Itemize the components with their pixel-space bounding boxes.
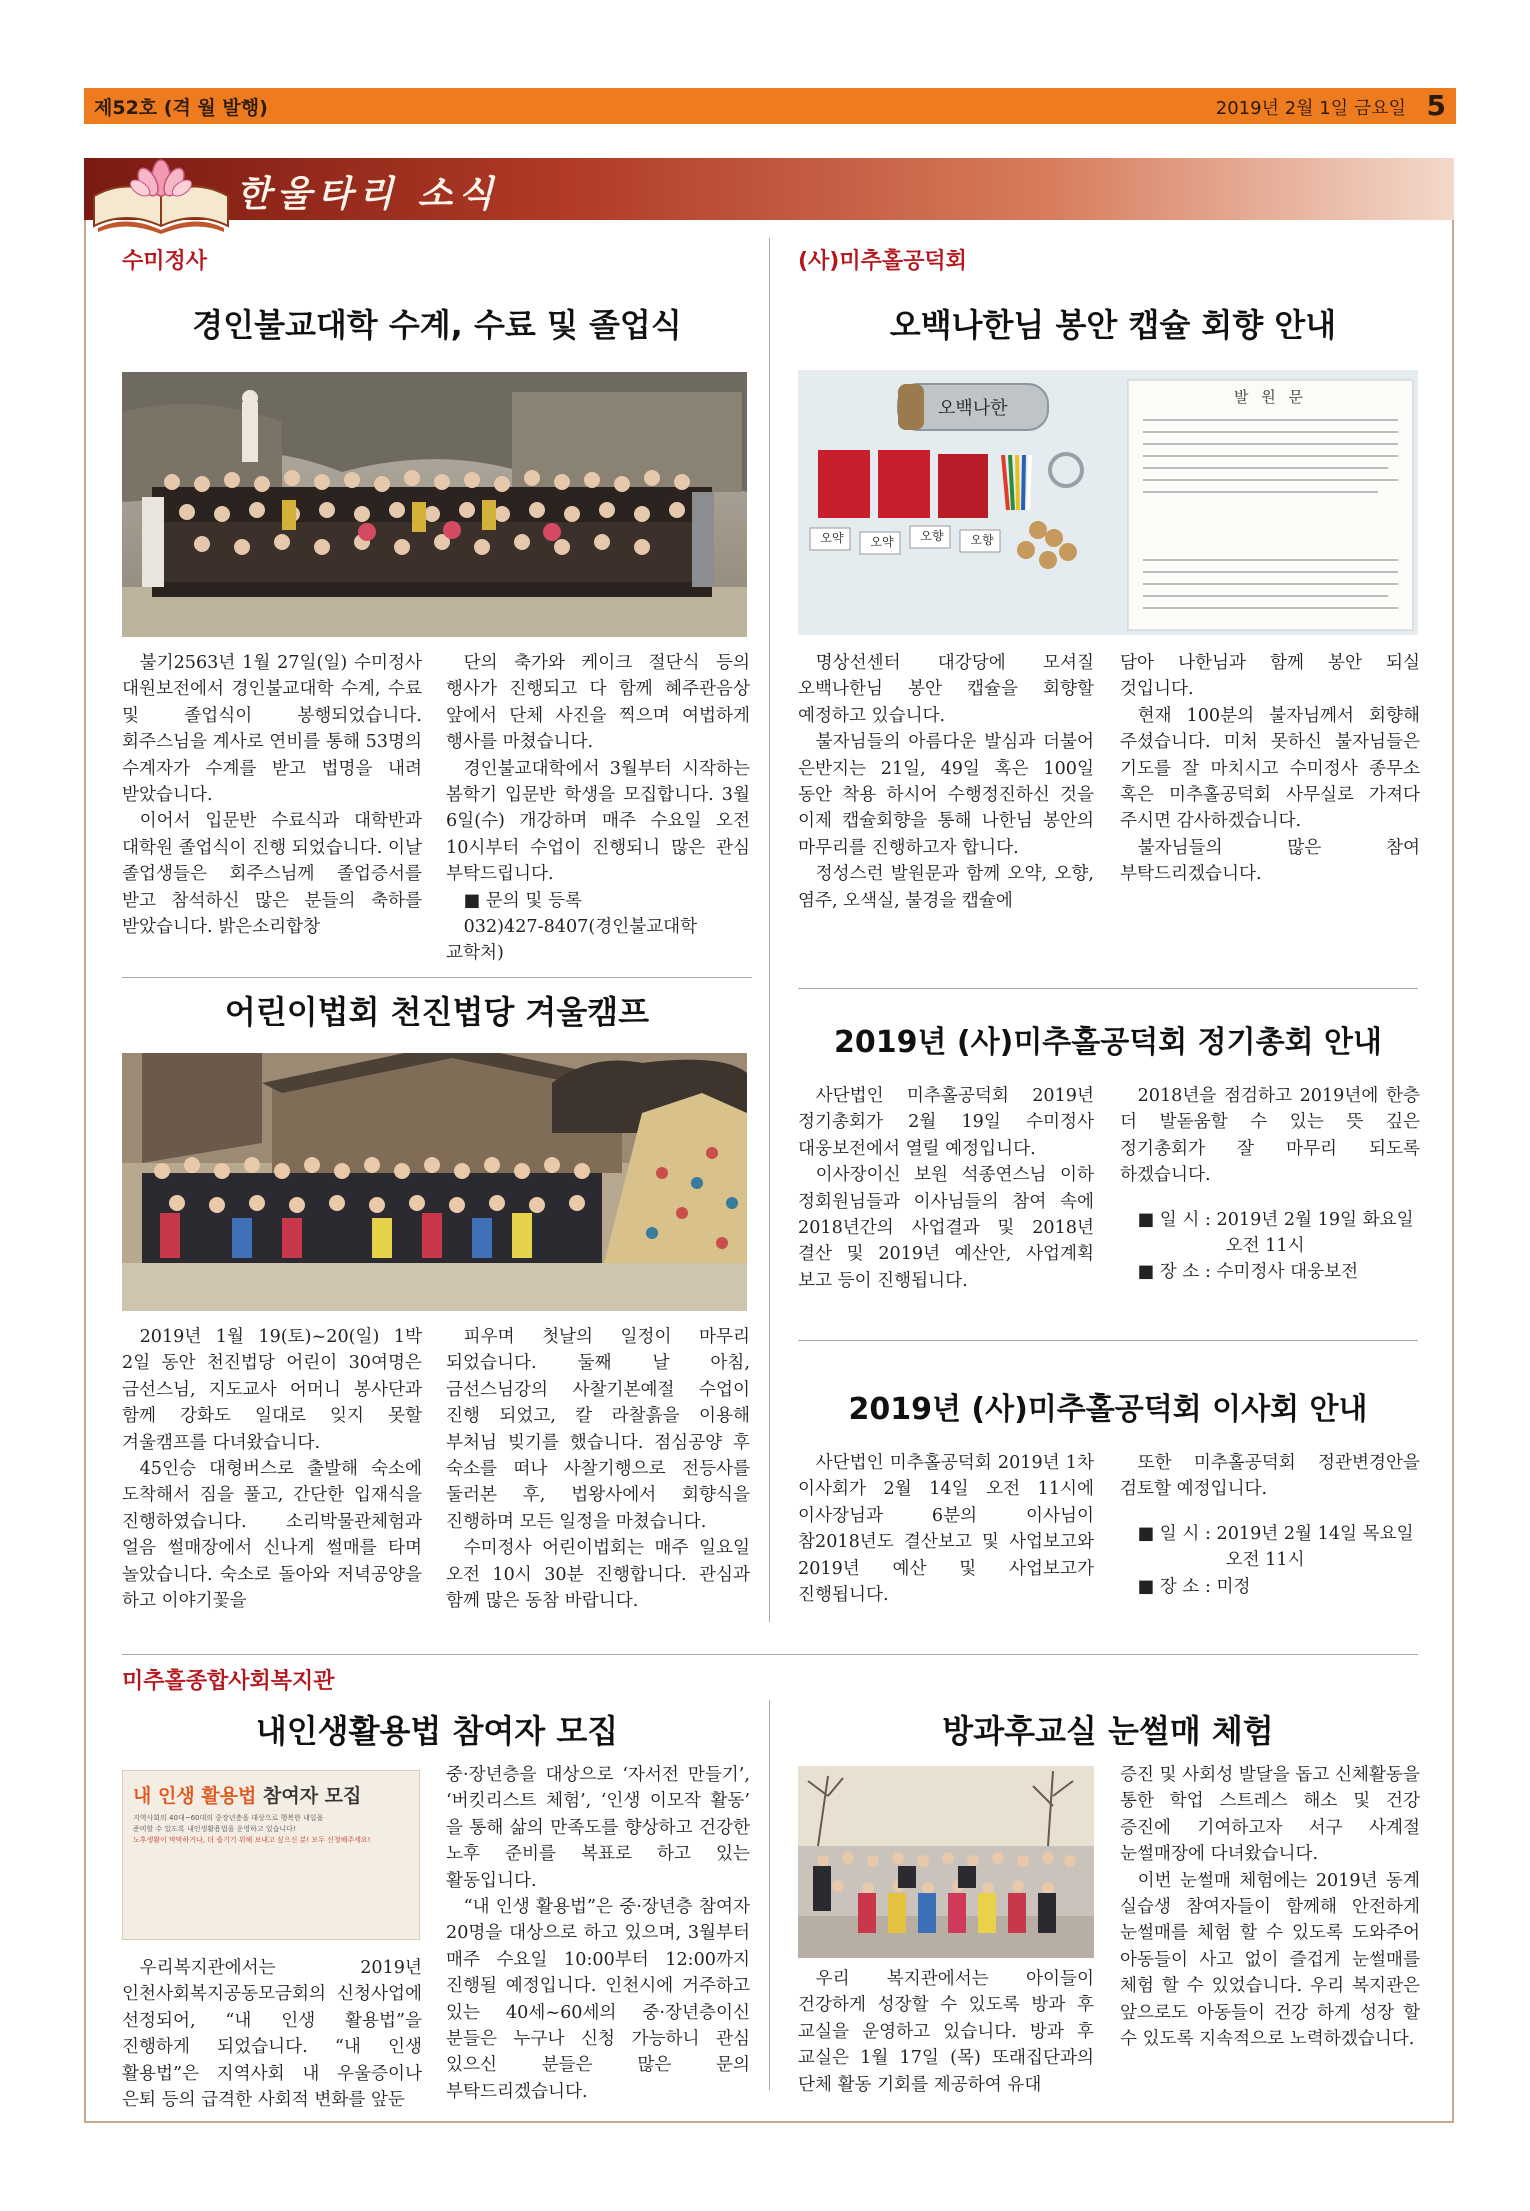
paragraph: 2019년 1월 19(토)~20(일) 1박 2일 동안 천진법당 어린이 30여명은 금선스님, 지도교사 어머니 봉사단과 함께 강화도 일대로 잊지 못할 겨울캠프를 다녀왔습니다. <box>122 1327 422 1453</box>
paragraph: 우리복지관에서는 2019년 인천사회복지공동모금회의 신청사업에 선정되어, “내 인생 활용법”을 진행하게 되었습니다. “내 인생 활용법”은 지역사회 내 우울증이나 은퇴 등의 급격한 사회적 변화를 앞둔 <box>122 1958 422 2111</box>
paragraph: 2018년을 점검하고 2019년에 한층 더 발돋움할 수 있는 뜻 깊은 정기총회가 잘 마무리 되도록 하겠습니다. <box>1120 1086 1420 1186</box>
life-program-col-1 <box>122 1955 422 2113</box>
paragraph: 명상선센터 대강당에 모셔질 오백나한님 봉안 캡슐을 회향할 예정하고 있습니다. <box>798 653 1094 726</box>
meeting-time: 오전 11시 <box>1225 1550 1305 1571</box>
sled-col-1 <box>798 1966 1094 2098</box>
board-meeting-col-1 <box>798 1450 1094 1608</box>
divider <box>122 977 752 978</box>
divider <box>798 1340 1418 1341</box>
right-kicker: (사)미추홀공덕회 <box>798 249 967 274</box>
paragraph: 현재 100분의 불자님께서 회향해 주셨습니다. 미처 못하신 불자님들은 기도를 잘 마치시고 수미정사 종무소 혹은 미추홀공덕회 사무실로 가져다 주시면 감사하겠습니다. <box>1120 705 1420 832</box>
packet-label: 오향 <box>970 533 994 547</box>
column-divider <box>769 238 770 1622</box>
book-lotus-icon <box>86 148 236 234</box>
paragraph: 사단법인 미추홀공덕회 2019년 1차 이사회가 2월 14일 오전 11시에 이사장님과 6분의 이사님이 참2018년도 결산보고 및 사업보고와 2019년 예산 및 사업보고가 진행됩니다. <box>798 1453 1094 1606</box>
packet-label: 오약 <box>870 535 894 549</box>
sled-group-photo <box>798 1766 1094 1958</box>
paragraph: 수미정사 어린이법회는 매주 일요일 오전 10시 30분 진행합니다. 관심과 함께 많은 동참 바랍니다. <box>446 1538 750 1612</box>
graduation-col-1 <box>122 650 422 940</box>
meeting-place: ■ 장 소 : 미정 <box>1137 1576 1251 1597</box>
publish-date: 2019년 2월 1일 금요일 <box>1215 98 1406 119</box>
paragraph: 경인불교대학에서 3월부터 시작하는 봄학기 입문반 학생을 모집합니다. 3월 6일(수) 개강하며 매주 수요일 오전 10시부터 수업이 진행되니 많은 관심 부탁드립니다. <box>446 758 750 885</box>
issue-number: 제52호 (격 월 발행) <box>94 97 268 119</box>
column-divider <box>769 1700 770 2090</box>
paragraph: 불자님들의 아름다운 발심과 더불어 은반지는 21일, 49일 혹은 100일 동안 착용 하시어 수행정진하신 것을 이제 캡슐회향을 통해 나한님 봉안의 마무리를 진행하고자 합니다. <box>798 732 1094 858</box>
capsule-label: 오백나한 <box>938 398 1008 419</box>
paragraph: 우리 복지관에서는 아이들이 건강하게 성장할 수 있도록 방과 후 교실을 운영하고 있습니다. 방과 후 교실은 1월 17일 (목) 또래집단과의 단체 활동 기회를 제공하여 유대 <box>798 1969 1094 2095</box>
meeting-date: ■ 일 시 : 2019년 2월 14일 목요일 <box>1137 1523 1414 1544</box>
general-meeting-col-1 <box>798 1083 1094 1294</box>
board-meeting-col-2 <box>1120 1450 1420 1600</box>
paragraph: 45인승 대형버스로 출발해 숙소에 도착해서 짐을 풀고, 간단한 입재식을 진행하였습니다. 소리박물관체험과 얼음 썰매장에서 신나게 썰매를 타며 놀았습니다. 숙소로 돌아와 저녁공양을 하고 이야기꽃을 <box>122 1459 422 1612</box>
winter-camp-col-2 <box>446 1324 750 1614</box>
general-meeting-col-2 <box>1120 1083 1420 1286</box>
paragraph: “내 인생 활용법”은 중·장년층 참여자 20명을 대상으로 하고 있으며, 3월부터 매주 수요일 10:00부터 12:00까지 진행될 예정입니다. 인천시에 거주하고 있는 40세~60세의 중·장년층이신 분들은 누구나 신청 가능하니 관심 있으신 분들은 많은 문의 부탁드리겠습니다. <box>446 1897 750 2102</box>
headline-capsule: 오백나한님 봉안 캡슐 회향 안내 <box>889 306 1337 344</box>
capsule-col-1 <box>798 650 1094 914</box>
paragraph: 사단법인 미추홀공덕회 2019년 정기총회가 2월 19일 수미정사 대웅보전에서 열릴 예정입니다. <box>798 1086 1094 1159</box>
paragraph: 이번 눈썰매 체험에는 2019년 동계 실습생 참여자들이 함께해 안전하게 눈썰매를 체험 할 수 있도록 도와주어 아동들이 사고 없이 즐겁게 눈썰매를 체험 할 수 있었습니다. 우리 복지관은 앞으로도 아동들이 건강 하게 성장 할 수 있도록 지속적으로 노력하겠습니다. <box>1120 1870 1420 2050</box>
document-title: 발 원 문 <box>1233 388 1307 406</box>
paragraph: 불자님들의 많은 참여 부탁드리겠습니다. <box>1120 837 1420 885</box>
headline-board-meeting: 2019년 (사)미추홀공덕회 이사회 안내 <box>848 1392 1368 1427</box>
divider <box>798 988 1418 989</box>
winter-camp-photo <box>122 1053 747 1311</box>
winter-camp-col-1 <box>122 1324 422 1614</box>
graduation-col-2 <box>446 650 750 967</box>
poster-line: 지역사회의 40대~60대의 중장년층을 대상으로 행복한 내일을 <box>133 1814 324 1822</box>
headline-sled-experience: 방과후교실 눈썰매 체험 <box>942 1712 1274 1750</box>
paragraph: 단의 축가와 케이크 절단식 등의 행사가 진행되고 다 함께 혜주관음상 앞에서 단체 사진을 찍으며 여법하게 행사를 마쳤습니다. <box>446 653 750 753</box>
life-program-poster <box>122 1770 420 1940</box>
paragraph: 중·장년층을 대상으로 ‘자서전 만들기’, ‘버킷리스트 체험’, ‘인생 이모작 활동’ 을 통해 삶의 만족도를 향상하고 건강한 노후 준비를 복표로 하고 있는 활동입니다. <box>446 1765 750 1891</box>
poster-title-b: 참여자 모집 <box>262 1785 362 1807</box>
header-bar <box>84 88 1456 124</box>
packet-label: 오약 <box>820 531 844 545</box>
poster-title-a: 내 인생 활용법 <box>133 1785 257 1807</box>
poster-line: 노후생활이 막막하거나, 더 즐기기 위해 보내고 싶으신 분! 모두 신청해주세요! <box>133 1836 371 1844</box>
capsule-photo <box>798 370 1418 635</box>
capsule-items-illustration <box>798 370 1418 635</box>
meeting-place: ■ 장 소 : 수미정사 대웅보전 <box>1137 1262 1359 1283</box>
divider <box>122 1654 1418 1655</box>
paragraph: 이사장이신 보원 석종연스님 이하 정회원님들과 이사님들의 참여 속에 2018년간의 사업결과 및 2018년 결산 및 2019년 예산안, 사업계획 보고 등이 진행됩니다. <box>798 1165 1094 1291</box>
section-title: 한울타리 소식 <box>236 174 500 215</box>
contact-label: ■ 문의 및 등록 <box>463 890 582 911</box>
meeting-date: ■ 일 시 : 2019년 2월 19일 화요일 <box>1137 1209 1414 1230</box>
bottom-kicker: 미추홀종합사회복지관 <box>122 1669 335 1694</box>
paragraph: 피우며 첫날의 일정이 마무리 되었습니다. 둘째 날 아침, 금선스님강의 사찰기본예절 수업이 진행 되었고, 칼 라찰흙을 이용해 부처님 빚기를 했습니다. 점심공양 후 숙소를 떠나 사찰기행으로 전등사를 둘러본 후, 법왕사에서 회향식을 진행하며 모든 일정을 마쳤습니다. <box>446 1327 750 1532</box>
paragraph: 또한 미추홀공덕회 정관변경안을 검토할 예정입니다. <box>1120 1453 1420 1500</box>
capsule-col-2 <box>1120 650 1420 888</box>
paragraph: 불기2563년 1월 27일(일) 수미정사 대원보전에서 경인불교대학 수계, 수료 및 졸업식이 봉행되었습니다. 회주스님을 계사로 연비를 통해 53명의 수계자가 수계를 받고 법명을 내려 받았습니다. <box>122 653 422 806</box>
meeting-time: 오전 11시 <box>1225 1236 1305 1257</box>
left-kicker: 수미정사 <box>122 249 208 274</box>
poster-line: 준비할 수 있도록 내인생활용법을 운영하고 있습니다! <box>133 1825 296 1833</box>
headline-general-meeting: 2019년 (사)미추홀공덕회 정기총회 안내 <box>834 1025 1382 1060</box>
paragraph: 이어서 입문반 수료식과 대학반과 대학원 졸업식이 진행 되었습니다. 이날 졸업생들은 회주스님께 졸업증서를 받고 참석하신 많은 분들의 축하를 받았습니다. 밝은소리합창 <box>122 811 422 938</box>
sled-col-2 <box>1120 1762 1420 2052</box>
paragraph: 정성스런 발원문과 함께 오약, 오향, 염주, 오색실, 불경을 캡슐에 <box>798 864 1094 911</box>
page-number: 5 <box>1426 89 1446 122</box>
packet-label: 오향 <box>920 529 944 543</box>
graduation-group-photo <box>122 372 747 637</box>
headline-winter-camp: 어린이법회 천진법당 겨울캠프 <box>224 993 650 1031</box>
paragraph: 담아 나한님과 함께 봉안 되실 것입니다. <box>1120 653 1420 700</box>
contact-value: 032)427-8407(경인불교대학 교학처) <box>446 917 698 964</box>
headline-life-program: 내인생활용법 참여자 모집 <box>255 1712 619 1750</box>
life-program-col-2 <box>446 1762 750 2105</box>
paragraph: 증진 및 사회성 발달을 돕고 신체활동을 통한 학업 스트레스 해소 및 건강 증진에 기여하고자 서구 사계절 눈썰매장에 다녀왔습니다. <box>1120 1765 1420 1865</box>
headline-graduation: 경인불교대학 수계, 수료 및 졸업식 <box>192 306 682 344</box>
